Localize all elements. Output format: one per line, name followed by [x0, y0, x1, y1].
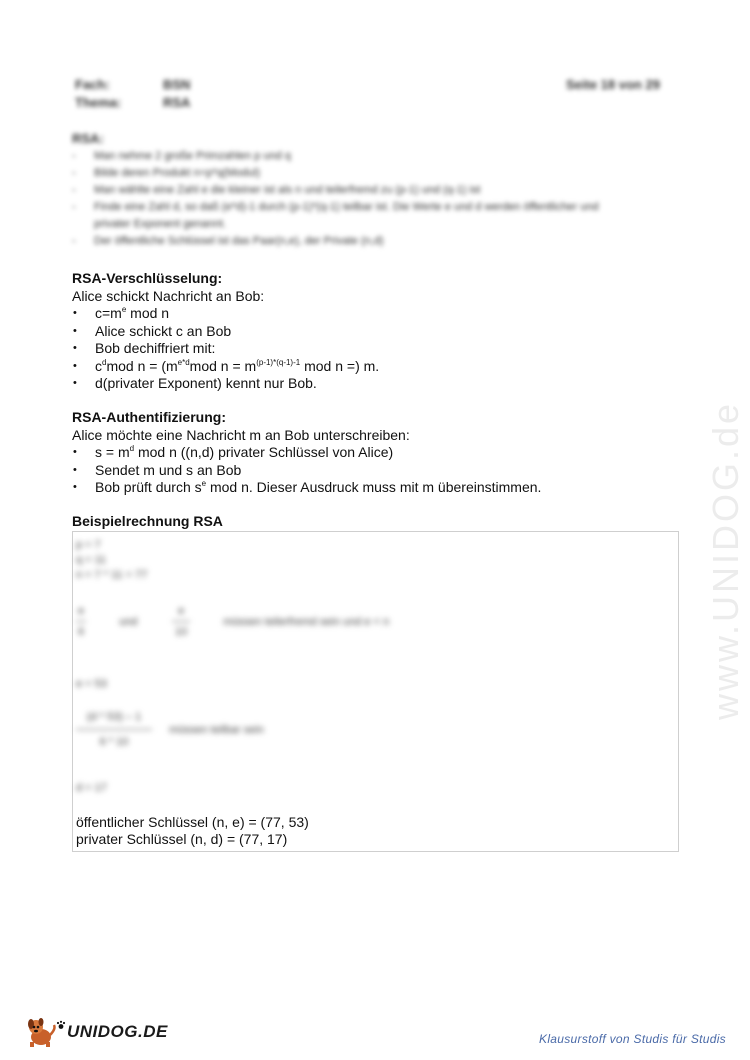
list-item: - Der öffentliche Schlüssel ist das Paar(n,e), der Private (n,d): [72, 233, 632, 250]
section-verschluesselung: [72, 270, 682, 393]
fraction: $\frac{(d * 53) - 1}{6 * 10}$: [76, 710, 152, 749]
list-item: • Bob prüft durch $s^e$ mod n. Dieser Ausdruck muss mit m übereinstimmen.: [72, 479, 682, 497]
calc-und: und: [119, 615, 138, 628]
calc-teilbar-row: [76, 710, 264, 749]
list-item: - Man nehme 2 große Primzahlen p und q: [72, 148, 632, 165]
list-item: - Man wählte eine Zahl e die kleiner ist als n und teilerfremd zu (p-1) und (q-1) ist: [72, 182, 632, 199]
calc-d: d = 17: [76, 782, 107, 794]
calc-teilerfremd-row: [76, 604, 389, 639]
list-item: • $c=m^e$ mod n: [72, 305, 682, 323]
thema-value: RSA: [163, 95, 191, 110]
bullet-list: [72, 444, 682, 497]
logo-text: UNIDOG.DE: [67, 1022, 168, 1041]
fach-label: Fach:: [75, 77, 110, 92]
beispiel-box: [72, 531, 679, 852]
page-info: Seite 18 von 29: [566, 77, 660, 92]
paw-icon: [56, 1020, 66, 1030]
thema-label: Thema:: [75, 95, 122, 110]
calc-n: n = 7 * 11 = 77: [76, 569, 148, 581]
rsa-intro: [72, 131, 632, 250]
list-item: - Finde eine Zahl d, so daß (e*d)-1 durch (p-1)*(q-1) teilbar ist. Die Werte e und d werden öffentlicher und privater Exponent genannt.: [72, 199, 632, 233]
calc-teilerfremd-text: müssen teilerfremd sein und e < n: [223, 615, 390, 628]
public-key: öffentlicher Schlüssel (n, e) = (77, 53): [76, 814, 309, 830]
dog-icon: [24, 1015, 58, 1049]
list-item: • Sendet m und s an Bob: [72, 462, 682, 480]
document-header: [75, 76, 190, 112]
list-item: • d(privater Exponent) kennt nur Bob.: [72, 375, 682, 393]
key-results: [76, 814, 309, 848]
footer-tagline: Klausurstoff von Studis für Studis: [539, 1032, 726, 1046]
fraction: $\frac{e}{6}$: [77, 605, 85, 638]
rsa-intro-title: RSA:: [72, 131, 104, 146]
watermark: www.UNIDOG.de: [705, 400, 746, 720]
beispiel-title: Beispielrechnung RSA: [72, 513, 223, 529]
list-item: • $s = m^d$ mod n ((n,d) privater Schlüssel von Alice): [72, 444, 682, 462]
list-item: - Bilde deren Produkt n=p*q(Modul): [72, 165, 632, 182]
private-key: privater Schlüssel (n, d) = (77, 17): [76, 831, 288, 847]
section-title: RSA-Authentifizierung:: [72, 409, 226, 425]
section-intro: Alice schickt Nachricht an Bob:: [72, 287, 265, 304]
list-item: • $c^dmod$ $n = (m^{e*d}mod$ $n = m^{(p-1)*(q-1)-1}$ mod n =) m.: [72, 358, 682, 376]
fach-value: BSN: [163, 77, 191, 92]
unidog-logo: [24, 1015, 168, 1049]
list-item: • Alice schickt c an Bob: [72, 323, 682, 341]
calc-q: q = 11: [76, 554, 107, 566]
list-item: • Bob dechiffriert mit:: [72, 340, 682, 358]
section-intro: Alice möchte eine Nachricht m an Bob unterschreiben:: [72, 426, 410, 443]
bullet-list: [72, 305, 682, 393]
calc-e: e = 53: [76, 678, 107, 690]
calc-teilbar-text: müssen teilbar sein: [169, 723, 264, 736]
rsa-intro-list: [72, 148, 632, 250]
section-title: RSA-Verschlüsselung:: [72, 270, 223, 286]
section-authentifizierung: [72, 409, 682, 497]
calc-p: p = 7: [76, 539, 101, 551]
fraction: $\frac{e}{10}$: [172, 604, 190, 639]
